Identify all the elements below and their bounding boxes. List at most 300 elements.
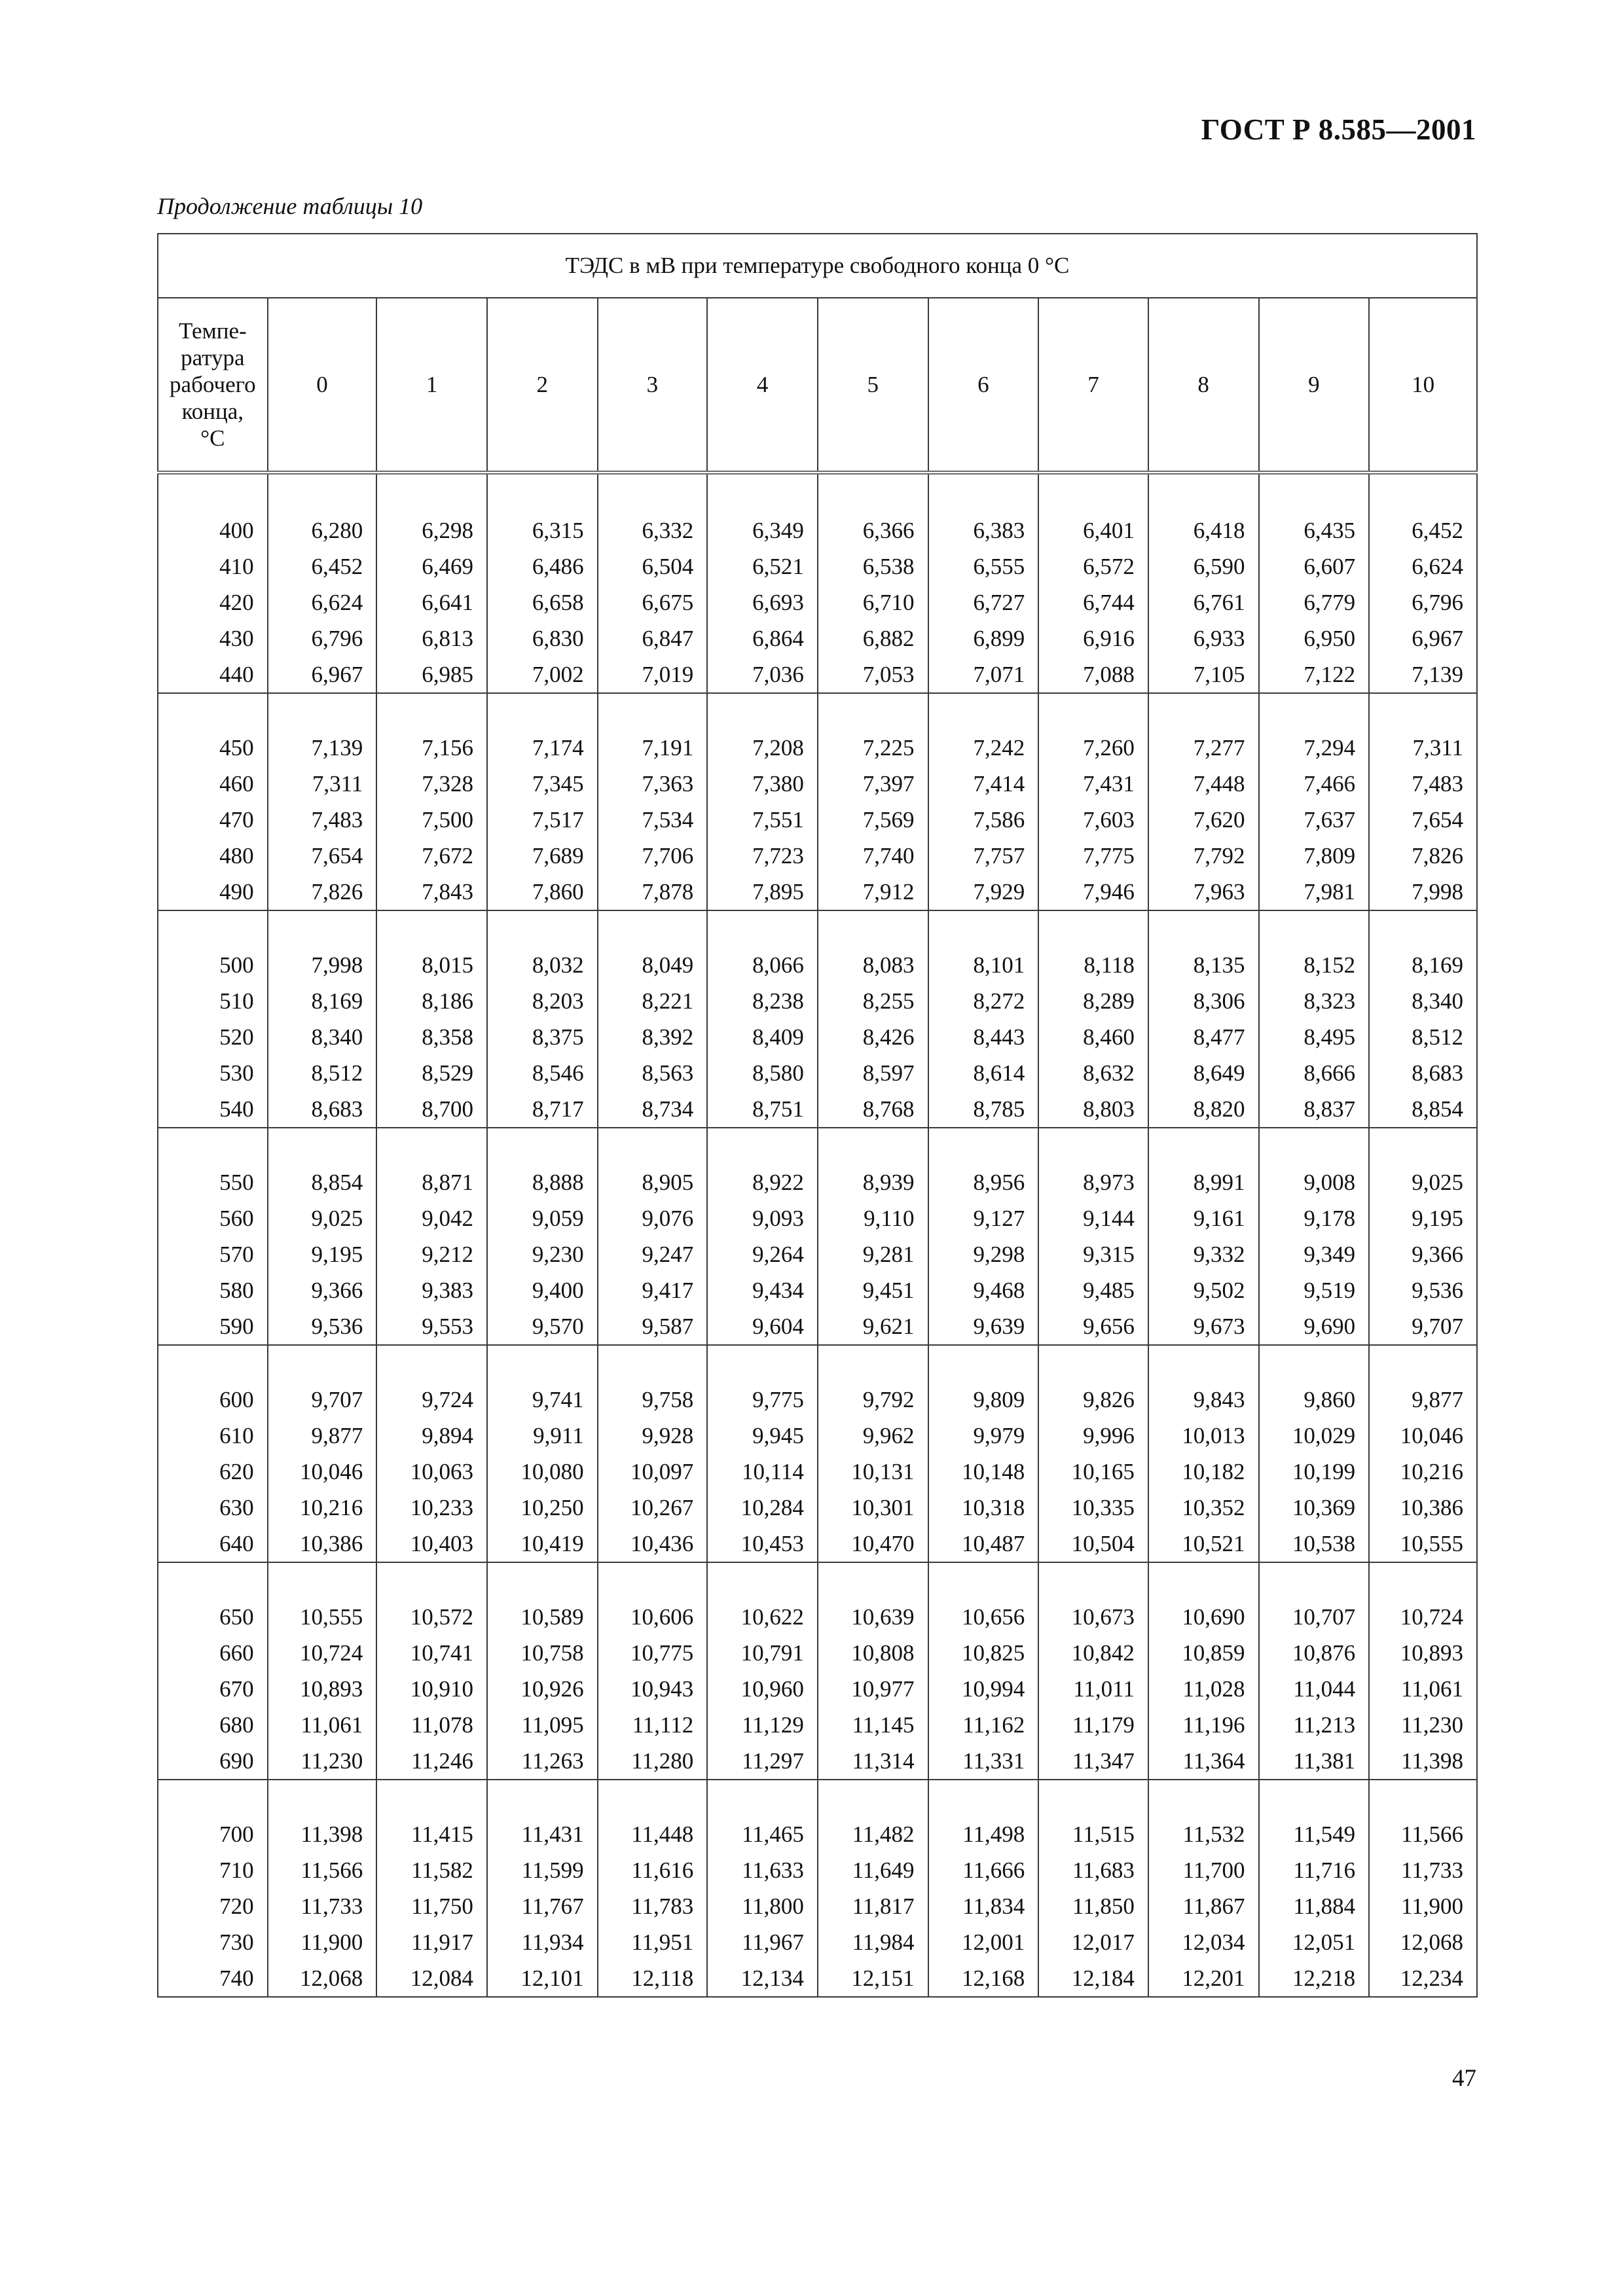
emf-value-cell: 11,649 bbox=[818, 1852, 928, 1888]
emf-value-cell: 11,196 bbox=[1148, 1707, 1259, 1743]
emf-value-cell: 8,015 bbox=[376, 947, 487, 983]
emf-value-cell: 6,366 bbox=[818, 512, 928, 548]
empty-cell bbox=[818, 693, 928, 730]
empty-cell bbox=[376, 1780, 487, 1816]
table-row bbox=[158, 1019, 1477, 1055]
emf-value-cell: 9,570 bbox=[487, 1308, 598, 1345]
emf-value-cell: 9,962 bbox=[818, 1418, 928, 1454]
empty-cell bbox=[1038, 1128, 1148, 1164]
emf-value-cell: 8,785 bbox=[928, 1091, 1039, 1128]
emf-value-cell: 10,013 bbox=[1148, 1418, 1259, 1454]
emf-value-cell: 9,621 bbox=[818, 1308, 928, 1345]
empty-cell bbox=[928, 1345, 1039, 1382]
table-row bbox=[158, 1236, 1477, 1272]
empty-cell bbox=[487, 1128, 598, 1164]
temperature-cell: 490 bbox=[158, 874, 268, 910]
emf-value-cell: 9,860 bbox=[1259, 1382, 1370, 1418]
emf-value-cell: 7,122 bbox=[1259, 656, 1370, 693]
emf-value-cell: 11,666 bbox=[928, 1852, 1039, 1888]
empty-cell bbox=[158, 473, 268, 512]
emf-value-cell: 8,203 bbox=[487, 983, 598, 1019]
emf-value-cell: 10,622 bbox=[707, 1599, 818, 1635]
emf-value-cell: 7,174 bbox=[487, 730, 598, 766]
emf-value-cell: 11,716 bbox=[1259, 1852, 1370, 1888]
temperature-cell: 710 bbox=[158, 1852, 268, 1888]
emf-value-cell: 7,053 bbox=[818, 656, 928, 693]
emf-value-cell: 10,352 bbox=[1148, 1490, 1259, 1526]
table-row bbox=[158, 1055, 1477, 1091]
emf-value-cell: 9,690 bbox=[1259, 1308, 1370, 1345]
emf-value-cell: 9,008 bbox=[1259, 1164, 1370, 1200]
emf-value-cell: 9,400 bbox=[487, 1272, 598, 1308]
emf-value-cell: 7,792 bbox=[1148, 838, 1259, 874]
emf-value-cell: 7,895 bbox=[707, 874, 818, 910]
temperature-cell: 460 bbox=[158, 766, 268, 802]
emf-value-cell: 11,633 bbox=[707, 1852, 818, 1888]
emf-value-cell: 10,386 bbox=[268, 1526, 377, 1562]
emf-value-cell: 11,834 bbox=[928, 1888, 1039, 1924]
emf-value-cell: 6,864 bbox=[707, 620, 818, 656]
emf-value-cell: 9,110 bbox=[818, 1200, 928, 1236]
emf-value-cell: 9,928 bbox=[598, 1418, 708, 1454]
emf-value-cell: 9,264 bbox=[707, 1236, 818, 1272]
emf-value-cell: 9,809 bbox=[928, 1382, 1039, 1418]
emf-value-cell: 12,034 bbox=[1148, 1924, 1259, 1960]
emf-value-cell: 11,967 bbox=[707, 1924, 818, 1960]
emf-value-cell: 8,049 bbox=[598, 947, 708, 983]
emf-value-cell: 9,536 bbox=[1369, 1272, 1477, 1308]
empty-cell bbox=[268, 1562, 377, 1599]
emf-value-cell: 7,826 bbox=[268, 874, 377, 910]
emf-value-cell: 9,434 bbox=[707, 1272, 818, 1308]
empty-cell bbox=[1259, 693, 1370, 730]
emf-value-cell: 10,114 bbox=[707, 1454, 818, 1490]
emf-value-cell: 8,392 bbox=[598, 1019, 708, 1055]
emf-value-cell: 9,144 bbox=[1038, 1200, 1148, 1236]
emf-value-cell: 10,131 bbox=[818, 1454, 928, 1490]
emf-value-cell: 8,837 bbox=[1259, 1091, 1370, 1128]
table-row bbox=[158, 1635, 1477, 1671]
emf-value-cell: 11,700 bbox=[1148, 1852, 1259, 1888]
emf-value-cell: 12,218 bbox=[1259, 1960, 1370, 1997]
emf-value-cell: 11,230 bbox=[268, 1743, 377, 1780]
table-row bbox=[158, 838, 1477, 874]
emf-value-cell: 11,532 bbox=[1148, 1816, 1259, 1852]
emf-value-cell: 10,926 bbox=[487, 1671, 598, 1707]
emf-value-cell: 10,639 bbox=[818, 1599, 928, 1635]
emf-value-cell: 10,318 bbox=[928, 1490, 1039, 1526]
column-header: 7 bbox=[1038, 298, 1148, 473]
emf-value-cell: 10,741 bbox=[376, 1635, 487, 1671]
emf-value-cell: 8,854 bbox=[1369, 1091, 1477, 1128]
emf-value-cell: 9,212 bbox=[376, 1236, 487, 1272]
emf-value-cell: 8,973 bbox=[1038, 1164, 1148, 1200]
emf-value-cell: 11,347 bbox=[1038, 1743, 1148, 1780]
emf-value-cell: 6,572 bbox=[1038, 548, 1148, 584]
emf-value-cell: 7,534 bbox=[598, 802, 708, 838]
emf-value-cell: 11,044 bbox=[1259, 1671, 1370, 1707]
emf-value-cell: 10,606 bbox=[598, 1599, 708, 1635]
column-header: 5 bbox=[818, 298, 928, 473]
emf-value-cell: 10,453 bbox=[707, 1526, 818, 1562]
emf-value-cell: 6,504 bbox=[598, 548, 708, 584]
emf-value-cell: 6,624 bbox=[1369, 548, 1477, 584]
emf-value-cell: 8,169 bbox=[268, 983, 377, 1019]
emf-value-cell: 6,967 bbox=[268, 656, 377, 693]
table-banner-row bbox=[158, 234, 1477, 298]
emf-value-cell: 11,566 bbox=[1369, 1816, 1477, 1852]
temperature-cell: 740 bbox=[158, 1960, 268, 1997]
emf-value-cell: 6,298 bbox=[376, 512, 487, 548]
emf-value-cell: 9,298 bbox=[928, 1236, 1039, 1272]
empty-cell bbox=[928, 693, 1039, 730]
temperature-cell: 620 bbox=[158, 1454, 268, 1490]
emf-value-cell: 11,900 bbox=[268, 1924, 377, 1960]
emf-value-cell: 10,656 bbox=[928, 1599, 1039, 1635]
emf-value-cell: 6,555 bbox=[928, 548, 1039, 584]
emf-value-cell: 9,826 bbox=[1038, 1382, 1148, 1418]
emf-value-cell: 10,419 bbox=[487, 1526, 598, 1562]
emf-value-cell: 8,375 bbox=[487, 1019, 598, 1055]
emf-value-cell: 12,234 bbox=[1369, 1960, 1477, 1997]
emf-value-cell: 9,383 bbox=[376, 1272, 487, 1308]
temperature-header-line: ратура bbox=[181, 345, 245, 370]
emf-value-cell: 9,195 bbox=[1369, 1200, 1477, 1236]
emf-value-cell: 12,101 bbox=[487, 1960, 598, 1997]
temperature-cell: 730 bbox=[158, 1924, 268, 1960]
emf-value-cell: 8,358 bbox=[376, 1019, 487, 1055]
temperature-cell: 690 bbox=[158, 1743, 268, 1780]
emf-value-cell: 11,364 bbox=[1148, 1743, 1259, 1780]
empty-cell bbox=[1369, 1780, 1477, 1816]
emf-value-cell: 11,112 bbox=[598, 1707, 708, 1743]
table-row bbox=[158, 1526, 1477, 1562]
emf-value-cell: 8,272 bbox=[928, 983, 1039, 1019]
emf-value-cell: 7,637 bbox=[1259, 802, 1370, 838]
empty-cell bbox=[818, 1562, 928, 1599]
empty-cell bbox=[818, 1128, 928, 1164]
emf-value-cell: 6,452 bbox=[1369, 512, 1477, 548]
empty-cell bbox=[1038, 910, 1148, 947]
empty-cell bbox=[268, 910, 377, 947]
emf-value-cell: 10,182 bbox=[1148, 1454, 1259, 1490]
emf-value-cell: 7,345 bbox=[487, 766, 598, 802]
emf-value-cell: 7,878 bbox=[598, 874, 708, 910]
emf-value-cell: 9,911 bbox=[487, 1418, 598, 1454]
temperature-cell: 550 bbox=[158, 1164, 268, 1200]
emf-value-cell: 9,178 bbox=[1259, 1200, 1370, 1236]
emf-value-cell: 6,882 bbox=[818, 620, 928, 656]
emf-value-cell: 7,620 bbox=[1148, 802, 1259, 838]
emf-value-cell: 8,340 bbox=[268, 1019, 377, 1055]
temperature-cell: 540 bbox=[158, 1091, 268, 1128]
emf-value-cell: 10,758 bbox=[487, 1635, 598, 1671]
emf-value-cell: 11,616 bbox=[598, 1852, 708, 1888]
temperature-cell: 630 bbox=[158, 1490, 268, 1526]
temperature-header-line: °С bbox=[200, 425, 225, 451]
table-row bbox=[158, 1960, 1477, 1997]
emf-value-cell: 7,019 bbox=[598, 656, 708, 693]
emf-value-cell: 7,036 bbox=[707, 656, 818, 693]
empty-cell bbox=[158, 693, 268, 730]
emf-value-cell: 7,775 bbox=[1038, 838, 1148, 874]
empty-cell bbox=[1369, 910, 1477, 947]
emf-value-cell: 9,877 bbox=[1369, 1382, 1477, 1418]
emf-value-cell: 11,867 bbox=[1148, 1888, 1259, 1924]
emf-value-cell: 8,820 bbox=[1148, 1091, 1259, 1128]
emf-value-cell: 11,280 bbox=[598, 1743, 708, 1780]
emf-value-cell: 8,529 bbox=[376, 1055, 487, 1091]
empty-cell bbox=[376, 693, 487, 730]
empty-cell bbox=[1148, 1345, 1259, 1382]
column-header: 8 bbox=[1148, 298, 1259, 473]
emf-value-cell: 10,521 bbox=[1148, 1526, 1259, 1562]
empty-cell bbox=[707, 693, 818, 730]
emf-value-cell: 10,199 bbox=[1259, 1454, 1370, 1490]
emf-value-cell: 11,951 bbox=[598, 1924, 708, 1960]
emf-value-cell: 11,582 bbox=[376, 1852, 487, 1888]
temperature-column-header bbox=[158, 298, 268, 473]
emf-value-cell: 10,555 bbox=[268, 1599, 377, 1635]
emf-value-cell: 7,466 bbox=[1259, 766, 1370, 802]
emf-value-cell: 7,809 bbox=[1259, 838, 1370, 874]
emf-value-cell: 8,717 bbox=[487, 1091, 598, 1128]
emf-value-cell: 7,740 bbox=[818, 838, 928, 874]
page-number: 47 bbox=[1452, 2065, 1476, 2092]
emf-value-cell: 10,301 bbox=[818, 1490, 928, 1526]
emf-value-cell: 7,363 bbox=[598, 766, 708, 802]
empty-cell bbox=[1369, 693, 1477, 730]
emf-value-cell: 7,071 bbox=[928, 656, 1039, 693]
emf-value-cell: 6,349 bbox=[707, 512, 818, 548]
emf-value-cell: 6,401 bbox=[1038, 512, 1148, 548]
emf-value-cell: 7,242 bbox=[928, 730, 1039, 766]
table-row bbox=[158, 947, 1477, 983]
empty-cell bbox=[1259, 473, 1370, 512]
emf-value-cell: 8,495 bbox=[1259, 1019, 1370, 1055]
temperature-cell: 680 bbox=[158, 1707, 268, 1743]
emf-value-cell: 7,483 bbox=[1369, 766, 1477, 802]
emf-value-cell: 7,723 bbox=[707, 838, 818, 874]
emf-value-cell: 7,569 bbox=[818, 802, 928, 838]
emf-value-cell: 10,470 bbox=[818, 1526, 928, 1562]
emf-value-cell: 7,843 bbox=[376, 874, 487, 910]
emf-value-cell: 6,641 bbox=[376, 584, 487, 620]
emf-value-cell: 6,796 bbox=[1369, 584, 1477, 620]
emf-value-cell: 9,093 bbox=[707, 1200, 818, 1236]
emf-value-cell: 11,917 bbox=[376, 1924, 487, 1960]
emf-value-cell: 10,724 bbox=[268, 1635, 377, 1671]
table-row bbox=[158, 1816, 1477, 1852]
emf-value-cell: 12,017 bbox=[1038, 1924, 1148, 1960]
emf-value-cell: 8,871 bbox=[376, 1164, 487, 1200]
emf-value-cell: 10,994 bbox=[928, 1671, 1039, 1707]
emf-table bbox=[157, 233, 1478, 1998]
emf-value-cell: 9,485 bbox=[1038, 1272, 1148, 1308]
emf-value-cell: 8,460 bbox=[1038, 1019, 1148, 1055]
emf-value-cell: 7,294 bbox=[1259, 730, 1370, 766]
table-row bbox=[158, 1382, 1477, 1418]
emf-value-cell: 10,977 bbox=[818, 1671, 928, 1707]
emf-value-cell: 11,095 bbox=[487, 1707, 598, 1743]
emf-value-cell: 7,431 bbox=[1038, 766, 1148, 802]
emf-value-cell: 9,230 bbox=[487, 1236, 598, 1272]
emf-value-cell: 8,803 bbox=[1038, 1091, 1148, 1128]
emf-value-cell: 7,448 bbox=[1148, 766, 1259, 802]
table-row bbox=[158, 548, 1477, 584]
empty-cell bbox=[1369, 1128, 1477, 1164]
empty-cell bbox=[928, 1128, 1039, 1164]
emf-value-cell: 8,340 bbox=[1369, 983, 1477, 1019]
emf-value-cell: 7,483 bbox=[268, 802, 377, 838]
emf-value-cell: 7,311 bbox=[1369, 730, 1477, 766]
emf-value-cell: 11,213 bbox=[1259, 1707, 1370, 1743]
emf-value-cell: 8,169 bbox=[1369, 947, 1477, 983]
emf-value-cell: 9,127 bbox=[928, 1200, 1039, 1236]
emf-value-cell: 10,216 bbox=[268, 1490, 377, 1526]
emf-value-cell: 7,397 bbox=[818, 766, 928, 802]
emf-value-cell: 7,139 bbox=[268, 730, 377, 766]
table-row bbox=[158, 1707, 1477, 1743]
emf-value-cell: 7,586 bbox=[928, 802, 1039, 838]
emf-value-cell: 7,156 bbox=[376, 730, 487, 766]
empty-cell bbox=[598, 1128, 708, 1164]
emf-value-cell: 7,826 bbox=[1369, 838, 1477, 874]
emf-value-cell: 10,046 bbox=[1369, 1418, 1477, 1454]
table-row bbox=[158, 1924, 1477, 1960]
emf-value-cell: 7,654 bbox=[268, 838, 377, 874]
empty-cell bbox=[818, 910, 928, 947]
emf-value-cell: 7,208 bbox=[707, 730, 818, 766]
emf-value-cell: 11,263 bbox=[487, 1743, 598, 1780]
temperature-cell: 580 bbox=[158, 1272, 268, 1308]
emf-value-cell: 10,859 bbox=[1148, 1635, 1259, 1671]
emf-value-cell: 8,649 bbox=[1148, 1055, 1259, 1091]
emf-value-cell: 10,436 bbox=[598, 1526, 708, 1562]
emf-value-cell: 9,843 bbox=[1148, 1382, 1259, 1418]
emf-value-cell: 10,791 bbox=[707, 1635, 818, 1671]
emf-value-cell: 11,984 bbox=[818, 1924, 928, 1960]
empty-cell bbox=[376, 1562, 487, 1599]
empty-cell bbox=[1369, 473, 1477, 512]
emf-value-cell: 9,639 bbox=[928, 1308, 1039, 1345]
emf-value-cell: 10,724 bbox=[1369, 1599, 1477, 1635]
empty-cell bbox=[1259, 1128, 1370, 1164]
emf-value-cell: 11,900 bbox=[1369, 1888, 1477, 1924]
emf-value-cell: 6,985 bbox=[376, 656, 487, 693]
emf-value-cell: 8,922 bbox=[707, 1164, 818, 1200]
emf-value-cell: 8,255 bbox=[818, 983, 928, 1019]
emf-value-cell: 7,105 bbox=[1148, 656, 1259, 693]
emf-value-cell: 10,403 bbox=[376, 1526, 487, 1562]
emf-value-cell: 10,250 bbox=[487, 1490, 598, 1526]
emf-value-cell: 9,979 bbox=[928, 1418, 1039, 1454]
emf-value-cell: 12,201 bbox=[1148, 1960, 1259, 1997]
emf-value-cell: 6,383 bbox=[928, 512, 1039, 548]
column-header: 3 bbox=[598, 298, 708, 473]
emf-value-cell: 10,029 bbox=[1259, 1418, 1370, 1454]
emf-value-cell: 9,741 bbox=[487, 1382, 598, 1418]
emf-value-cell: 11,884 bbox=[1259, 1888, 1370, 1924]
table-row bbox=[158, 1418, 1477, 1454]
emf-value-cell: 9,894 bbox=[376, 1418, 487, 1454]
empty-cell bbox=[158, 1128, 268, 1164]
emf-value-cell: 8,768 bbox=[818, 1091, 928, 1128]
emf-value-cell: 9,161 bbox=[1148, 1200, 1259, 1236]
temperature-cell: 410 bbox=[158, 548, 268, 584]
emf-value-cell: 10,284 bbox=[707, 1490, 818, 1526]
empty-cell bbox=[376, 910, 487, 947]
table-row bbox=[158, 1599, 1477, 1635]
empty-cell bbox=[1148, 693, 1259, 730]
emf-value-cell: 7,654 bbox=[1369, 802, 1477, 838]
emf-value-cell: 7,311 bbox=[268, 766, 377, 802]
emf-value-cell: 11,498 bbox=[928, 1816, 1039, 1852]
emf-value-cell: 6,590 bbox=[1148, 548, 1259, 584]
emf-value-cell: 12,184 bbox=[1038, 1960, 1148, 1997]
emf-value-cell: 7,517 bbox=[487, 802, 598, 838]
emf-value-cell: 10,893 bbox=[268, 1671, 377, 1707]
temperature-header-line: рабочего bbox=[170, 372, 256, 397]
emf-value-cell: 9,281 bbox=[818, 1236, 928, 1272]
empty-cell bbox=[707, 1562, 818, 1599]
emf-value-cell: 11,448 bbox=[598, 1816, 708, 1852]
empty-cell bbox=[928, 473, 1039, 512]
emf-value-cell: 11,230 bbox=[1369, 1707, 1477, 1743]
group-spacer-row bbox=[158, 1345, 1477, 1382]
emf-value-cell: 9,996 bbox=[1038, 1418, 1148, 1454]
emf-value-cell: 8,118 bbox=[1038, 947, 1148, 983]
empty-cell bbox=[268, 1780, 377, 1816]
empty-cell bbox=[1148, 1128, 1259, 1164]
emf-value-cell: 9,366 bbox=[268, 1272, 377, 1308]
emf-value-cell: 10,707 bbox=[1259, 1599, 1370, 1635]
temperature-cell: 560 bbox=[158, 1200, 268, 1236]
emf-value-cell: 6,624 bbox=[268, 584, 377, 620]
column-header: 4 bbox=[707, 298, 818, 473]
emf-value-cell: 8,186 bbox=[376, 983, 487, 1019]
emf-value-cell: 11,162 bbox=[928, 1707, 1039, 1743]
emf-value-cell: 6,779 bbox=[1259, 584, 1370, 620]
emf-value-cell: 10,487 bbox=[928, 1526, 1039, 1562]
temperature-cell: 420 bbox=[158, 584, 268, 620]
emf-value-cell: 8,477 bbox=[1148, 1019, 1259, 1055]
temperature-cell: 400 bbox=[158, 512, 268, 548]
emf-value-cell: 9,059 bbox=[487, 1200, 598, 1236]
emf-value-cell: 8,152 bbox=[1259, 947, 1370, 983]
emf-value-cell: 10,063 bbox=[376, 1454, 487, 1490]
emf-value-cell: 9,468 bbox=[928, 1272, 1039, 1308]
emf-value-cell: 6,796 bbox=[268, 620, 377, 656]
emf-value-cell: 8,512 bbox=[1369, 1019, 1477, 1055]
emf-value-cell: 9,076 bbox=[598, 1200, 708, 1236]
emf-value-cell: 9,877 bbox=[268, 1418, 377, 1454]
emf-value-cell: 11,549 bbox=[1259, 1816, 1370, 1852]
table-row bbox=[158, 584, 1477, 620]
emf-value-cell: 9,366 bbox=[1369, 1236, 1477, 1272]
table-caption: Продолжение таблицы 10 bbox=[157, 193, 423, 219]
emf-value-cell: 10,673 bbox=[1038, 1599, 1148, 1635]
emf-value-cell: 8,683 bbox=[268, 1091, 377, 1128]
emf-value-cell: 11,145 bbox=[818, 1707, 928, 1743]
emf-value-cell: 8,512 bbox=[268, 1055, 377, 1091]
emf-value-cell: 7,929 bbox=[928, 874, 1039, 910]
emf-value-cell: 10,910 bbox=[376, 1671, 487, 1707]
emf-value-cell: 6,658 bbox=[487, 584, 598, 620]
emf-value-cell: 12,001 bbox=[928, 1924, 1039, 1960]
emf-value-cell: 9,673 bbox=[1148, 1308, 1259, 1345]
emf-value-cell: 11,683 bbox=[1038, 1852, 1148, 1888]
